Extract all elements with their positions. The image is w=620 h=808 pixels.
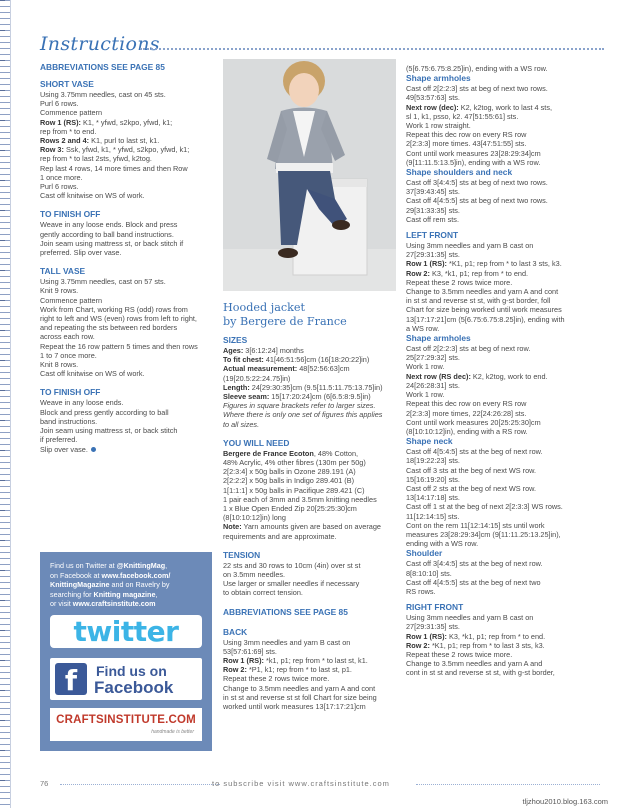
social-text-part: searching for	[50, 589, 94, 599]
column-jacket-cont	[406, 64, 602, 678]
text-line: 1 once more.	[40, 172, 83, 182]
text-line: Change to 3.5mm needles and yarn A and cont	[406, 287, 559, 297]
row-label: Row 1 (RS):	[406, 259, 447, 269]
text-line: band instructions.	[40, 416, 98, 426]
abbrev-heading: ABBREVIATIONS SEE PAGE 85	[40, 62, 165, 72]
page-title: Instructions	[40, 33, 160, 55]
text-line: Repeat this dec row on every RS row	[406, 399, 527, 409]
footer-divider	[416, 784, 600, 785]
text-line: to obtain correct tension.	[223, 588, 303, 598]
text-line: Knit 9 rows.	[40, 286, 79, 296]
text-line: in st st and reverse st st foll Chart for size being	[223, 692, 377, 702]
text-line: 48% Acrylic, 4% other fibres (130m per 50g)	[223, 458, 366, 468]
text-line: ending with a WS row.	[406, 539, 479, 549]
text-line: 1 pair each of 3mm and 3.5mm knitting needles	[223, 494, 377, 504]
social-text-part: ,	[155, 589, 158, 599]
text-line: 37[39:43:45] sts.	[406, 187, 460, 197]
social-text-part: ,	[165, 561, 168, 570]
text-line: Cont on the rem 11[12:14:15] sts until work	[406, 520, 545, 530]
value: , 48% Cotton,	[313, 448, 359, 458]
text-line: (19[20.5:22:24.75]in)	[223, 373, 291, 383]
jacket-title-line2: by Bergere de France	[223, 315, 347, 328]
facebook-link[interactable]: www.facebook.com/	[101, 570, 171, 580]
row-label: Row 1 (RS):	[223, 656, 264, 666]
text-line: Using 3mm needles and yarn B cast on	[406, 241, 534, 251]
row-text: K1, * yfwd, s2kpo, yfwd, k1;	[80, 117, 173, 127]
social-text-part: on Facebook at	[50, 570, 102, 580]
text-line: Cast off 1 st at the beg of next 2[2:3:3] WS rows.	[406, 502, 563, 512]
shape-neck-heading: Shape neck	[406, 436, 453, 447]
text-line: Cast off 4[5:4:5] sts at the beg of next row.	[406, 447, 543, 457]
text-line: Cast off 3[4:4:5] sts at beg of next two rows.	[406, 178, 548, 188]
row-label: Row 1 (RS):	[40, 117, 81, 127]
text-line: Change to 3.5mm needles and yarn A and	[406, 659, 543, 669]
ravelry-search-term: Knitting magazine	[93, 589, 156, 599]
text-line: 13[17:17:21]cm (5[6.75:6.75:8.25]in), ending with	[406, 314, 565, 324]
social-text-part: or visit	[50, 599, 73, 609]
shape-armholes-heading: Shape armholes	[406, 333, 471, 344]
text-line: Repeat these 2 rows twice more.	[406, 277, 513, 287]
label: Sleeve seam:	[223, 392, 270, 402]
finish-heading: TO FINISH OFF	[40, 209, 101, 220]
text-line: Cast off 4[4:5:5] sts at beg of next two rows.	[406, 196, 548, 206]
value: 3[6:12:24] months	[243, 346, 304, 355]
text-line: gently according to ball band instructions.	[40, 229, 174, 239]
website-link[interactable]: www.craftsinstitute.com	[72, 599, 156, 609]
facebook-link-cont[interactable]: KnittingMagazine	[50, 580, 110, 590]
label: Actual measurement:	[223, 364, 298, 374]
text-line: across each row.	[40, 332, 95, 342]
text-line: 1 to 7 once more.	[40, 350, 97, 360]
pattern-row	[40, 145, 215, 154]
row-text: K3, *k1, p1; rep from * to end.	[446, 631, 546, 641]
text-line: Work 1 row.	[406, 362, 445, 372]
text-line: cont in st st and reverse st st, with g-st border,	[406, 668, 555, 678]
text-line: 53[57:61:69] sts.	[223, 646, 277, 656]
text-line: Block and press gently according to ball	[40, 407, 169, 417]
text-line: 27[29:31:35] sts.	[406, 250, 460, 260]
left-front-heading: LEFT FRONT	[406, 230, 459, 241]
text-line: Work 1 row.	[406, 390, 445, 400]
text-line: 2[2:2:2] x 50g balls in Indigo 289.401 (B)	[223, 476, 355, 486]
text-line: (8[10:10:12]in), ending with a RS row.	[406, 426, 528, 436]
label: Note:	[223, 522, 242, 532]
tall-vase-heading: TALL VASE	[40, 266, 86, 277]
pattern-row	[40, 118, 215, 127]
text-line: Chart for size being worked until work measures	[406, 305, 562, 315]
text-line: Cast off knitwise on WS of work.	[40, 369, 145, 379]
row-label: Row 2:	[406, 268, 430, 278]
text-line: Cast off 3 sts at the beg of next WS row.	[406, 465, 537, 475]
finish-heading: TO FINISH OFF	[40, 387, 101, 398]
text-line: (5[6.75:6.75:8.25]in), ending with a WS row.	[406, 64, 548, 73]
text-line: a WS row.	[406, 323, 440, 333]
text-line: 1[1:1:1] x 50g balls in Pacifique 289.421 (C)	[223, 485, 365, 495]
text-line: 8[8:10:10] sts.	[406, 568, 452, 578]
text-line: Commence pattern	[40, 295, 103, 305]
pattern-row	[40, 136, 215, 145]
label: To fit chest:	[223, 355, 264, 365]
text-line-end: Slip over vase.	[40, 444, 88, 454]
text-line: rep from * to last 2sts, yfwd, k2tog.	[40, 154, 152, 164]
text-line: 24[26:28:31] sts.	[406, 380, 460, 390]
text-line: Cont until work measures 23[28:29:34]cm	[406, 148, 541, 158]
row-label: Next row (RS dec):	[406, 371, 471, 381]
text-line: 29[31:33:35] sts.	[406, 205, 460, 215]
text-line: right to left and WS (even) rows from left to right,	[40, 314, 197, 324]
text-line: preferred. Slip over vase.	[40, 248, 122, 258]
text-line: Work from Chart, working RS (odd) rows from	[40, 304, 188, 314]
value: Yarn amounts given are based on average	[241, 522, 381, 532]
text-line: Join seam using mattress st, or back stitch	[40, 426, 178, 436]
row-label: Row 2:	[406, 640, 430, 650]
social-panel	[40, 552, 212, 751]
label: Length:	[223, 382, 250, 392]
text-line: Weave in any loose ends. Block and press	[40, 220, 178, 230]
value: 15[17:20:24]cm (6[6.5:8:9.5]in)	[269, 392, 371, 402]
you-will-need-heading: YOU WILL NEED	[223, 437, 290, 448]
facebook-banner-line2: Facebook	[94, 678, 174, 697]
shape-shoulders-heading: Shape shoulders and neck	[406, 167, 513, 178]
size-note: Figures in square brackets refer to larger sizes.	[223, 401, 376, 411]
title-divider	[140, 48, 604, 50]
jacket-title	[223, 301, 347, 329]
label: Ages:	[223, 346, 244, 355]
text-line: Using 3.75mm needles, cast on 45 sts.	[40, 90, 166, 99]
text-line: and repeating the sts between red borders	[40, 323, 178, 333]
child-photo	[223, 59, 396, 291]
text-line: Repeat these 2 rows twice more.	[223, 674, 330, 684]
text-line: Commence pattern	[40, 108, 103, 118]
row-text: *k1, p1; rep from * to last st, k1.	[263, 656, 368, 666]
craftsinstitute-tagline: handmade is better	[151, 729, 194, 735]
text-line: Purl 6 rows.	[40, 182, 79, 192]
shoulder-heading: Shoulder	[406, 548, 443, 559]
text-line: in st st and reverse st st, with g-st border, foll	[406, 296, 551, 306]
text-line: Cast off 4[4:5:5] sts at the beg of next two	[406, 577, 541, 587]
row-label: Next row (dec):	[406, 102, 459, 112]
text-line: 22 sts and 30 rows to 10cm (4in) over st st	[223, 560, 361, 570]
back-heading: BACK	[223, 626, 248, 637]
row-text: *K1, p1; rep from * to last 3 sts, k3.	[429, 640, 545, 650]
twitter-handle-link[interactable]: @KnittingMag	[116, 561, 166, 570]
text-line: rep from * to end.	[40, 126, 97, 136]
row-text: *P1, k1; rep from * to last st, p1.	[246, 665, 352, 675]
row-label: Row 1 (RS):	[406, 631, 447, 641]
text-line: 2[2:3:4] x 50g balls in Ozone 289.191 (A)	[223, 467, 356, 477]
short-vase-heading: SHORT VASE	[40, 79, 94, 89]
text-line: 2[2:3:3] more times, 22[24:26:28] sts.	[406, 408, 527, 418]
text-line: worked until work measures 13[17:17:21]cm	[223, 702, 366, 712]
craftsinstitute-logo-text: CRAFTSINSTITUTE.COM	[56, 714, 196, 726]
social-text	[50, 561, 210, 609]
text-line: Cast off rem sts.	[406, 214, 459, 224]
craftsinstitute-logo[interactable]	[50, 708, 202, 741]
footer-divider	[60, 784, 220, 785]
row-text: K3, *k1, p1; rep from * to end.	[429, 268, 529, 278]
text-line: Use larger or smaller needles if necessary	[223, 579, 360, 589]
text-line: 1 x Blue Open Ended Zip 20[25:25:30]cm	[223, 504, 357, 514]
text-line: Cast off 2[2:2:3] sts at beg of next two rows.	[406, 84, 548, 94]
column-vases	[40, 62, 215, 454]
text-line: 18[19:22:23] sts.	[406, 456, 460, 466]
text-line: sl 1, k1, psso, k2. 47[51:55:61] sts.	[406, 111, 519, 121]
text-line: 25[27:29:32] sts.	[406, 353, 460, 363]
row-text: K1, purl to last st, k1.	[89, 136, 160, 146]
shape-armholes-heading: Shape armholes	[406, 73, 471, 84]
text-line: 13[14:17:18] sts.	[406, 493, 460, 503]
text-line: 11[12:14:15] sts.	[406, 511, 460, 521]
jacket-title-line1: Hooded jacket	[223, 301, 306, 314]
text-line: Rep last 4 rows, 14 more times and then Row	[40, 163, 188, 173]
text-line: Weave in any loose ends.	[40, 398, 124, 408]
text-line: 49[53:57:63] sts.	[406, 93, 460, 103]
text-line: 27[29:31:35] sts.	[406, 622, 460, 632]
sizes-heading: SIZES	[223, 335, 248, 345]
text-line: Change to 3.5mm needles and yarn A and cont	[223, 683, 376, 693]
abbrev-heading: ABBREVIATIONS SEE PAGE 85	[223, 606, 348, 617]
text-line: Cast off 2[2:2:3] sts at beg of next row.	[406, 344, 531, 354]
tension-heading: TENSION	[223, 549, 261, 560]
value: 41[46:51:56]cm (16[18:20:22]in)	[263, 355, 370, 365]
text-line: Cast off 3[4:4:5] sts at the beg of next row.	[406, 559, 543, 569]
text-line: 2[2:3:3] more times. 43[47:51:55] sts.	[406, 139, 527, 149]
row-label: Row 2:	[223, 665, 247, 675]
text-line: Work 1 row straight.	[406, 121, 471, 131]
text-line: Join seam using mattress st, or back stitch if	[40, 238, 184, 248]
size-note: Where there is only one set of figures this applies	[223, 410, 383, 420]
social-text-part: Find us on Twitter at	[50, 561, 117, 570]
child-in-jacket-illustration	[223, 59, 396, 291]
text-line: Using 3mm needles and yarn B cast on	[223, 637, 351, 647]
text-line: Knit 8 rows.	[40, 360, 79, 370]
facebook-icon: f	[55, 663, 87, 695]
text-line: (9[11:11.5:13.5]in), ending with a WS row.	[406, 157, 541, 167]
text-line: measures 23[28:29:34]cm (9[11:11.25:13.25]in),	[406, 529, 561, 539]
text-line: Purl 6 rows.	[40, 99, 79, 109]
right-front-heading: RIGHT FRONT	[406, 602, 464, 613]
row-text: *K1, p1; rep from * to last 3 sts, k3.	[446, 259, 562, 269]
text-line: if preferred.	[40, 435, 78, 445]
row-text: Ssk, yfwd, k1, * yfwd, s2kpo, yfwd, k1;	[63, 145, 190, 155]
row-text: K2, k2tog, work to last 4 sts,	[458, 102, 552, 112]
twitter-logo-text: twitter	[73, 615, 179, 648]
facebook-banner[interactable]	[50, 658, 202, 700]
yarn-name: Bergere de France Ecoton	[223, 448, 314, 458]
value: 48[52:56:63]cm	[297, 364, 350, 374]
page-number: 76	[40, 779, 49, 788]
twitter-logo[interactable]	[50, 615, 202, 648]
page-ruler-edge	[0, 0, 11, 808]
text-line: Repeat these 2 rows twice more.	[406, 649, 513, 659]
text-line: Cast off knitwise on WS of work.	[40, 191, 145, 201]
text-line: 15[16:19:20] sts.	[406, 474, 460, 484]
value: 24[29:30:35]cm (9.5[11.5:11.75:13.75]in)	[249, 382, 383, 392]
text-line: Using 3.75mm needles, cast on 57 sts.	[40, 277, 166, 287]
text-line: (8[10:10:12]in) long	[223, 513, 286, 523]
row-label: Row 3:	[40, 145, 64, 155]
text-line: Using 3mm needles and yarn B cast on	[406, 613, 534, 623]
text-line: on 3.5mm needles.	[223, 570, 286, 580]
text-line	[40, 445, 215, 454]
text-line: Cont until work measures 20[25:25:30]cm	[406, 417, 541, 427]
social-text-part: and on Ravelry by	[109, 580, 170, 590]
footer-subscribe-text: to subscribe visit www.craftsinstitute.com	[212, 779, 390, 788]
row-label: Rows 2 and 4:	[40, 136, 90, 146]
text-line: Cast off 2 sts at the beg of next WS row.	[406, 483, 537, 493]
facebook-banner-line1: Find us on	[96, 663, 167, 679]
end-bullet-icon	[91, 447, 96, 452]
text-line: Repeat the 16 row pattern 5 times and then rows	[40, 341, 198, 351]
text-line: Repeat this dec row on every RS row	[406, 130, 527, 140]
text-line: RS rows.	[406, 586, 436, 596]
watermark-text: tljzhou2010.blog.163.com	[522, 797, 608, 806]
column-jacket-intro	[223, 335, 401, 711]
row-text: K2, k2tog, work to end.	[470, 371, 548, 381]
text-line: requirements and are approximate.	[223, 531, 337, 541]
size-note: to all sizes.	[223, 419, 260, 429]
